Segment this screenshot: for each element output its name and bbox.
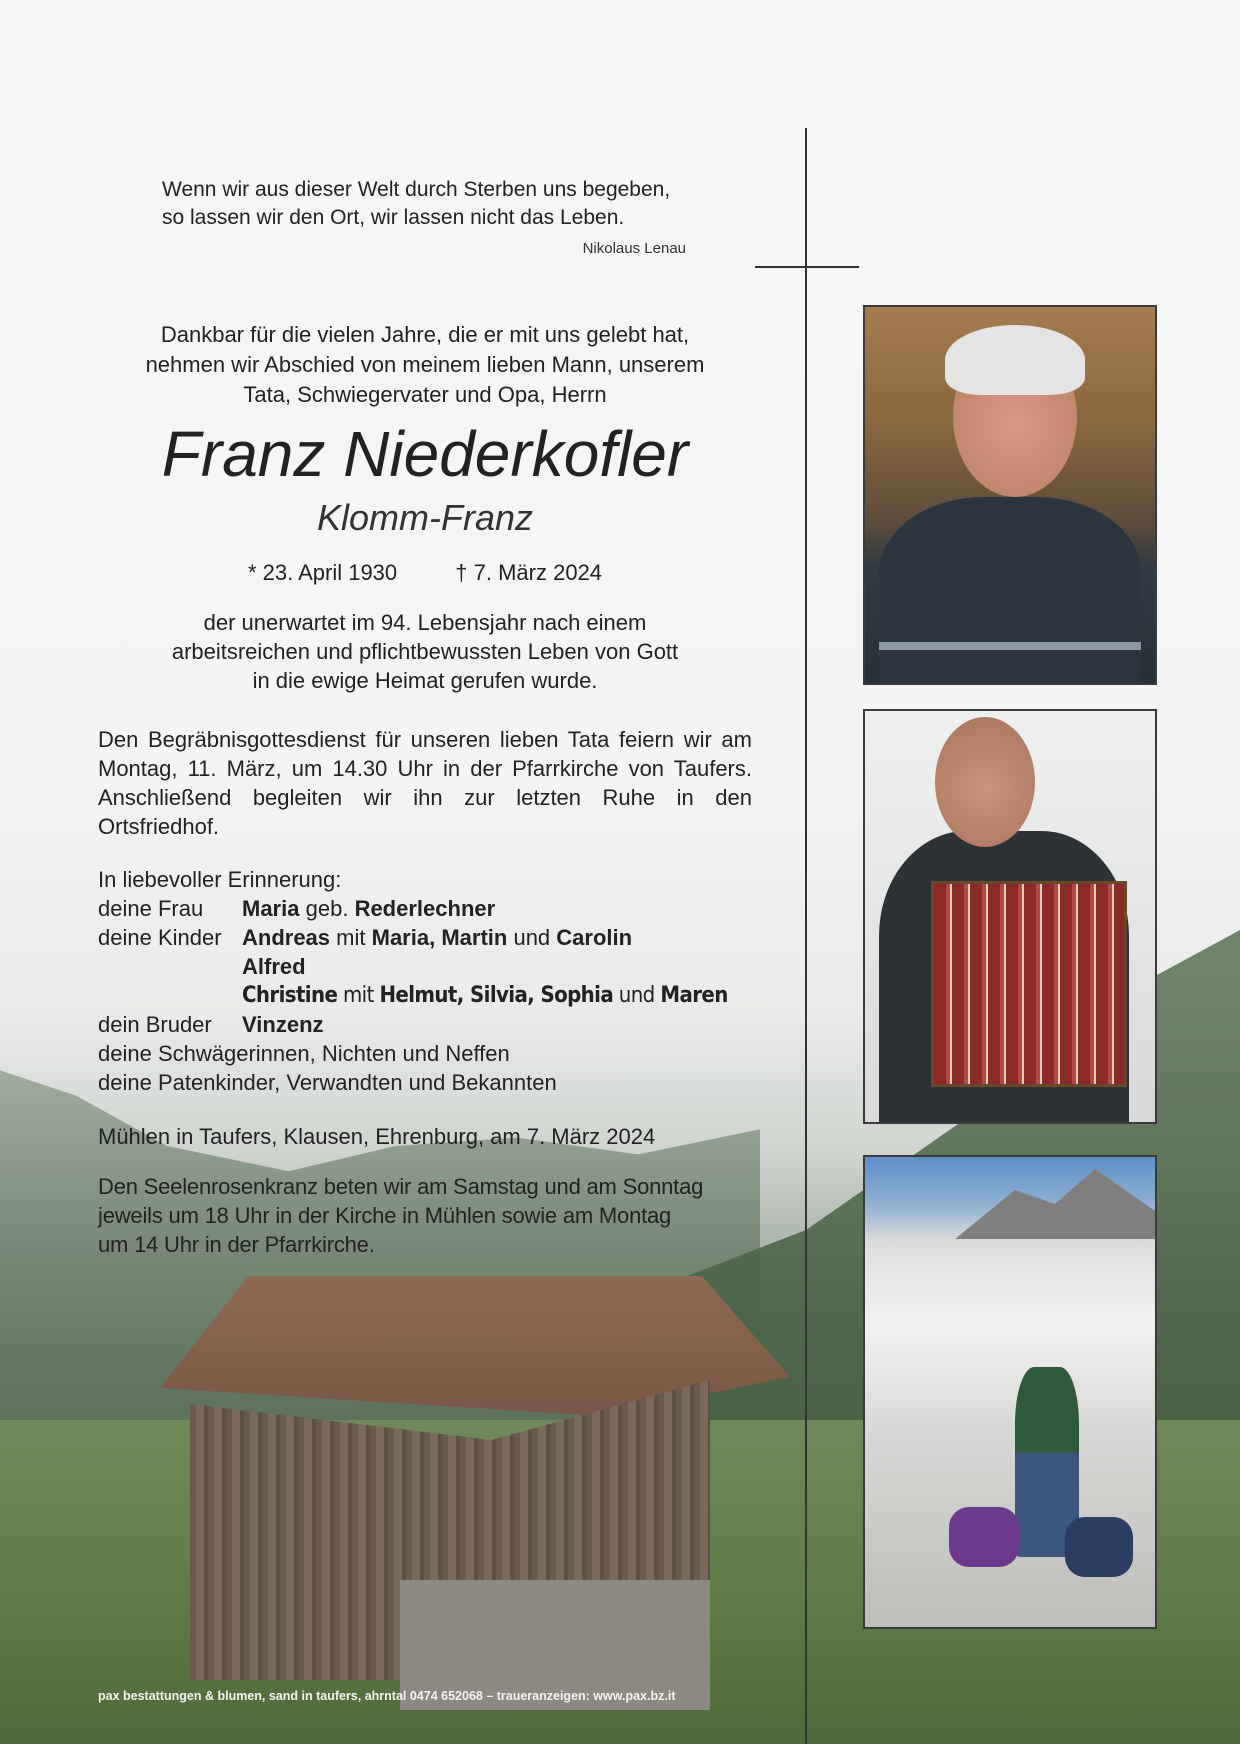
life-text [80, 608, 770, 695]
intro-line: Tata, Schwiegervater und Opa, Herrn [243, 382, 607, 407]
glacier-photo [863, 1155, 1157, 1629]
accordion-player-face [935, 717, 1035, 847]
backpack-purple-image [949, 1507, 1019, 1567]
mourner-brother: dein Bruder Vinzenz [98, 1012, 324, 1037]
place-date: Mühlen in Taufers, Klausen, Ehrenburg, am 7. März 2024 [98, 1124, 656, 1149]
rosary-line: jeweils um 18 Uhr in der Kirche in Mühlen sowie am Montag [98, 1203, 672, 1228]
accordion-icon [931, 881, 1127, 1087]
quote [162, 176, 692, 232]
life-line: der unerwartet im 94. Lebensjahr nach einem [203, 610, 647, 635]
quote-author: Nikolaus Lenau [582, 240, 686, 257]
mountain-peak-image [955, 1169, 1155, 1239]
cross-vertical-icon [805, 128, 807, 1744]
life-dates [80, 558, 770, 588]
funeral-text: Den Begräbnisgottesdienst für unseren lieben Tata feiern wir am Montag, 11. März, um 14.30 Uhr in der Pfarrkirche von Taufers. Anschließend begleiten wir ihn zur letzten Ruhe in den Ortsfriedhof. [98, 727, 752, 839]
rosary-line: Den Seelenrosenkranz beten wir am Samstag und am Sonntag [98, 1174, 704, 1199]
mourner-child-christine: Christine mit Helmut, Silvia, Sophia und Maren [242, 983, 728, 1008]
deceased-nickname: Klomm-Franz [316, 497, 534, 538]
intro-line: Dankbar für die vielen Jahre, die er mit uns gelebt hat, [160, 322, 690, 347]
life-line: arbeitsreichen und pflichtbewussten Leben von Gott [171, 639, 679, 664]
mourner-relatives: deine Patenkinder, Verwandten und Bekannten [98, 1070, 557, 1095]
quote-line: Wenn wir aus dieser Welt durch Sterben uns begeben, [162, 178, 671, 201]
intro-text [80, 320, 770, 410]
wife-maiden: Rederlechner [354, 896, 496, 921]
backpack-blue-image [1065, 1517, 1133, 1577]
rosary-text [98, 1172, 758, 1259]
birth-date: * 23. April 1930 [247, 560, 398, 585]
life-line: in die ewige Heimat gerufen wurde. [252, 668, 598, 693]
rosary-line: um 14 Uhr in der Pfarrkirche. [98, 1232, 375, 1257]
mourners-heading: In liebevoller Erinnerung: [98, 867, 342, 892]
mourner-label: dein Bruder [98, 1012, 212, 1037]
mourner-label: deine Frau [98, 896, 204, 921]
portrait-sweater [879, 497, 1141, 685]
portrait-photo [863, 305, 1157, 685]
mourners-list [98, 865, 758, 1097]
mourner-inlaws: deine Schwägerinnen, Nichten und Neffen [98, 1041, 510, 1066]
footer-undertaker: pax bestattungen & blumen, sand in taufers, ahrntal 0474 652068 – traueranzeigen: www.pax.bz.it [98, 1689, 676, 1703]
cross-horizontal-icon [755, 266, 859, 268]
mourner-label: deine Kinder [98, 925, 222, 950]
intro-line: nehmen wir Abschied von meinem lieben Mann, unserem [145, 352, 705, 377]
mourner-wife: deine Frau Maria geb. Rederlechner [98, 896, 496, 921]
death-date: † 7. März 2024 [455, 560, 603, 585]
portrait-hair [945, 325, 1085, 395]
wife-name: Maria [242, 896, 300, 921]
portrait-sweater-stripe [879, 642, 1141, 650]
mourner-child-alfred: Alfred [242, 954, 306, 979]
deceased-name: Franz Niederkofler [161, 418, 689, 490]
quote-line: so lassen wir den Ort, wir lassen nicht das Leben. [162, 206, 625, 229]
accordion-photo [863, 709, 1157, 1124]
mourner-children: deine Kinder Andreas mit Maria, Martin und Carolin [98, 925, 633, 950]
